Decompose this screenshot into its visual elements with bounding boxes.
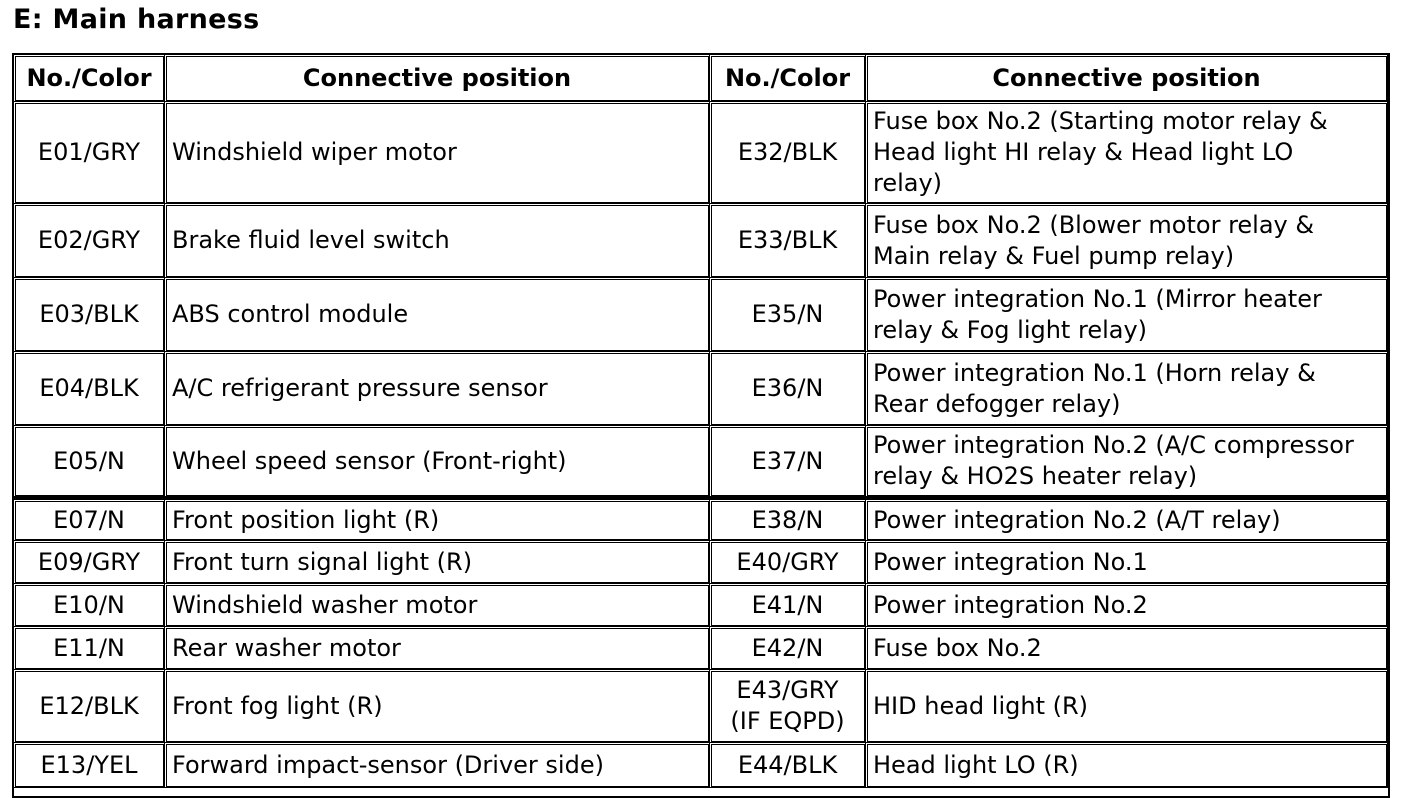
table-row (14, 500, 1388, 541)
table-row (14, 426, 1388, 500)
right-position-line: HID head light (R) (873, 691, 1089, 720)
connector-table (14, 55, 1388, 788)
left-position-cell: ABS control module (165, 278, 710, 352)
right-position-cell (866, 500, 1388, 541)
right-code-cell: E36/N (710, 352, 866, 426)
right-position-line: Head light HI relay & Head light LO (873, 138, 1294, 166)
right-position-cell (866, 278, 1388, 352)
page-title: E: Main harness (13, 4, 260, 35)
right-position-line: Head light LO (R) (873, 750, 1079, 779)
right-position-cell (866, 584, 1388, 627)
right-position-cell (866, 627, 1388, 670)
left-position-cell: Windshield washer motor (165, 584, 710, 627)
right-position-line: Main relay & Fuel pump relay) (873, 241, 1235, 270)
left-code-cell: E11/N (14, 627, 165, 670)
header-left-code: No./Color (14, 55, 165, 102)
harness-table (12, 53, 1390, 798)
table-row (14, 584, 1388, 627)
right-code-line: E43/GRY (736, 676, 839, 704)
right-position-line: relay & Fog light relay) (873, 315, 1148, 344)
right-code-cell: E32/BLK (710, 102, 866, 204)
left-position-cell: Brake fluid level switch (165, 204, 710, 278)
left-position-cell: Front turn signal light (R) (165, 541, 710, 584)
header-right-position: Connective position (866, 55, 1388, 102)
table-row (14, 278, 1388, 352)
right-code-cell: E42/N (710, 627, 866, 670)
header-left-position: Connective position (165, 55, 710, 102)
left-code-cell: E07/N (14, 500, 165, 541)
left-position-cell: Windshield wiper motor (165, 102, 710, 204)
left-code-cell: E02/GRY (14, 204, 165, 278)
right-code-cell: E44/BLK (710, 743, 866, 788)
right-position-line: Rear defogger relay) (873, 389, 1121, 418)
right-position-line: Fuse box No.2 (873, 633, 1042, 662)
right-position-line: Fuse box No.2 (Blower motor relay & (873, 210, 1315, 239)
left-code-cell: E01/GRY (14, 102, 165, 204)
right-position-cell (866, 352, 1388, 426)
right-position-cell (866, 426, 1388, 500)
right-code-note: (IF EQPD) (730, 707, 845, 735)
right-code-cell: E40/GRY (710, 541, 866, 584)
right-position-cell (866, 102, 1388, 204)
right-code-cell: E38/N (710, 500, 866, 541)
table-row (14, 541, 1388, 584)
table-row (14, 627, 1388, 670)
right-code-cell: E41/N (710, 584, 866, 627)
header-row (14, 55, 1388, 102)
right-position-line: relay) (873, 169, 943, 197)
left-code-cell: E05/N (14, 426, 165, 500)
table-row (14, 743, 1388, 788)
right-position-line: Power integration No.1 (873, 547, 1148, 576)
left-position-cell: Forward impact-sensor (Driver side) (165, 743, 710, 788)
left-position-cell: Wheel speed sensor (Front-right) (165, 426, 710, 500)
left-code-cell: E04/BLK (14, 352, 165, 426)
header-right-code: No./Color (710, 55, 866, 102)
right-position-cell (866, 204, 1388, 278)
right-position-line: Power integration No.1 (Mirror heater (873, 284, 1322, 313)
left-code-cell: E09/GRY (14, 541, 165, 584)
right-position-cell (866, 541, 1388, 584)
right-code-cell (710, 670, 866, 743)
right-position-cell (866, 670, 1388, 743)
left-code-cell: E03/BLK (14, 278, 165, 352)
left-code-cell: E10/N (14, 584, 165, 627)
right-code-cell: E35/N (710, 278, 866, 352)
right-position-line: Power integration No.1 (Horn relay & (873, 358, 1316, 387)
right-position-line: Power integration No.2 (873, 590, 1148, 619)
right-position-line: Fuse box No.2 (Starting motor relay & (873, 107, 1328, 135)
table-row (14, 670, 1388, 743)
table-row (14, 352, 1388, 426)
left-position-cell: Front position light (R) (165, 500, 710, 541)
right-code-cell: E33/BLK (710, 204, 866, 278)
left-position-cell: Rear washer motor (165, 627, 710, 670)
left-position-cell: A/C refrigerant pressure sensor (165, 352, 710, 426)
left-position-cell: Front fog light (R) (165, 670, 710, 743)
left-code-cell: E13/YEL (14, 743, 165, 788)
right-code-cell: E37/N (710, 426, 866, 500)
left-code-cell: E12/BLK (14, 670, 165, 743)
right-position-cell (866, 743, 1388, 788)
table-row (14, 204, 1388, 278)
right-position-line: Power integration No.2 (A/T relay) (873, 505, 1281, 534)
table-row (14, 102, 1388, 204)
right-position-line: relay & HO2S heater relay) (873, 462, 1198, 490)
right-position-line: Power integration No.2 (A/C compressor (873, 431, 1354, 459)
